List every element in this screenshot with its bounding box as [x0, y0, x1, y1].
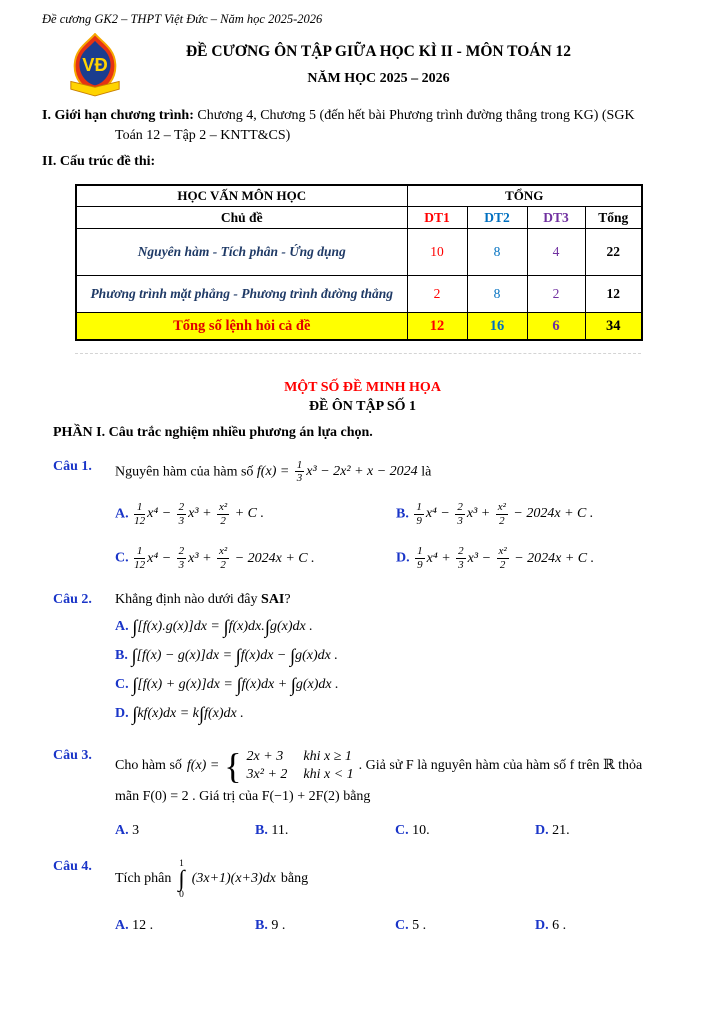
col-header-topic: Chủ đề [76, 207, 407, 229]
case-cond: khi x ≥ 1 [303, 748, 352, 764]
row-dt2-value: 8 [467, 229, 527, 276]
q2-option-d [115, 705, 683, 724]
col-header-dt3: DT3 [527, 207, 585, 229]
option-key: A. [115, 618, 129, 634]
q3-option-a [115, 823, 255, 839]
question-3-options [115, 823, 683, 839]
footer-total-value: 34 [585, 313, 642, 340]
option-formula: ∫[f(x) + g(x)]dx = ∫f(x)dx + ∫g(x)dx . [132, 674, 339, 696]
table-group-header-left: HỌC VẤN MÔN HỌC [76, 185, 407, 207]
case-expr: 2x + 3 [246, 748, 284, 764]
option-key: A. [115, 506, 129, 522]
question-2-body [115, 592, 683, 724]
q3-option-b [255, 823, 395, 839]
scope-text: Chương 4, Chương 5 (đến hết bài Phương trình đường thẳng trong KG) (SGK [197, 108, 635, 123]
question-1-options [115, 501, 683, 572]
question-1 [42, 459, 683, 572]
question-4 [42, 859, 683, 935]
question-4-stem [115, 859, 683, 901]
row-dt2-value: 8 [467, 276, 527, 313]
row-topic-label: Phương trình mặt phẳng - Phương trình đường thẳng [76, 276, 407, 313]
q4-stem-pre: Tích phân [115, 871, 172, 887]
option-formula: ∫kf(x)dx = k∫f(x)dx . [132, 703, 244, 725]
piecewise-brace: { [224, 745, 242, 786]
q1-option-b [396, 501, 683, 527]
integral-body: (3x+1)(x+3)dx [191, 871, 276, 887]
piecewise-cases [247, 749, 354, 783]
row-topic-label: Nguyên hàm - Tích phân - Ứng dụng [76, 229, 407, 276]
title-block [42, 33, 683, 97]
q3-fx: f(x) = [186, 757, 220, 773]
option-text: 3 [132, 822, 140, 838]
question-3 [42, 745, 683, 839]
option-key: D. [535, 822, 549, 838]
school-logo [66, 33, 124, 97]
q4-stem-post: bằng [280, 871, 309, 887]
exam-structure-table [75, 184, 643, 341]
q2-stem-bold: SAI [261, 591, 285, 607]
definite-integral [178, 859, 184, 901]
part-1-heading: PHẦN I. Câu trắc nghiệm nhiều phương án lựa chọn. [53, 424, 373, 440]
option-key: A. [115, 918, 129, 934]
question-1-body [115, 459, 683, 572]
q3-stem-mid: . Giả sử F là nguyên hàm của hàm số f trên ℝ thỏa [358, 758, 643, 774]
question-3-stem-line2: mãn F(0) = 2 . Giá trị của F(−1) + 2F(2) bằng [115, 788, 371, 804]
question-3-stem-line1 [115, 745, 683, 786]
structure-label: II. Cấu trúc đề thi: [42, 154, 156, 170]
q1-stem-pre: Nguyên hàm của hàm số [115, 464, 254, 480]
q2-option-c [115, 676, 683, 695]
q1-stem-post: là [421, 464, 432, 480]
table-group-header-right: TỔNG [407, 185, 642, 207]
option-text: 5 . [412, 918, 427, 934]
option-formula: $\frac{1}{9}$ x⁴ + $\frac{2}{3}$ x³ − $\frac{\text{x²}}{2}$ − 2024x + C . [417, 545, 595, 571]
option-key: D. [396, 550, 410, 566]
option-formula: $\frac{1}{9}$ x⁴ − $\frac{2}{3}$ x³ + $\frac{\text{x²}}{2}$ − 2024x + C . [416, 501, 594, 527]
question-3-body [115, 745, 683, 839]
row-total-value: 12 [585, 276, 642, 313]
q4-option-d [535, 918, 566, 934]
option-key: C. [395, 822, 409, 838]
option-text: 11. [271, 822, 289, 838]
option-text: 6 . [552, 918, 567, 934]
scope-label: I. Giới hạn chương trình: [42, 108, 194, 123]
option-key: D. [115, 705, 129, 721]
row-dt3-value: 4 [527, 229, 585, 276]
option-key: B. [255, 822, 268, 838]
integral-sign: ∫ [178, 866, 185, 892]
q3-option-c [395, 823, 535, 839]
row-dt1-value: 2 [407, 276, 467, 313]
q4-option-c [395, 918, 535, 934]
exam-1-heading: ĐỀ ÔN TẬP SỐ 1 [308, 398, 417, 414]
spreadsheet-gridline-artifact [75, 341, 641, 354]
table-row [76, 276, 642, 313]
question-2-stem [115, 592, 683, 608]
q2-option-a [115, 618, 683, 637]
option-text: 9 . [271, 918, 286, 934]
footer-dt3-value: 6 [527, 313, 585, 340]
scope-paragraph [42, 106, 683, 145]
option-key: A. [115, 822, 129, 838]
case-cond: khi x < 1 [303, 766, 354, 782]
row-total-value: 22 [585, 229, 642, 276]
integral-upper-limit: 1 [179, 858, 184, 869]
document-title: ĐỀ CƯƠNG ÔN TẬP GIỮA HỌC KÌ II - MÔN TOÁN 12 [185, 43, 572, 60]
q2-stem-pre: Khẳng định nào dưới đây [115, 591, 258, 607]
col-header-dt2: DT2 [467, 207, 527, 229]
q4-option-b [255, 918, 395, 934]
titles [124, 43, 683, 87]
q1-option-a [115, 501, 396, 527]
sample-exams-heading: MỘT SỐ ĐỀ MINH HỌA [284, 379, 441, 395]
document-subtitle: NĂM HỌC 2025 – 2026 [307, 71, 450, 86]
option-text: 21. [552, 822, 570, 838]
footer-dt1-value: 12 [407, 313, 467, 340]
document-header-line: Đề cương GK2 – THPT Việt Đức – Năm học 2025-2026 [42, 12, 323, 26]
footer-label: Tổng số lệnh hỏi cả đề [76, 313, 407, 340]
question-3-label: Câu 3. [53, 747, 92, 763]
case-expr: 3x² + 2 [246, 766, 288, 782]
option-formula: ∫[f(x).g(x)]dx = ∫f(x)dx.∫g(x)dx . [132, 616, 313, 638]
q1-stem-formula: f(x) = $\frac{1}{3}$ x³ − 2x² + x − 2024 [256, 458, 418, 485]
scope-text-line2: Toán 12 – Tập 2 – KNTT&CS) [115, 127, 291, 143]
question-2-label: Câu 2. [53, 591, 92, 607]
option-key: B. [396, 506, 409, 522]
logo-monogram: VĐ [82, 53, 108, 75]
option-formula: $\frac{1}{12}$ x⁴ − $\frac{2}{3}$ x³ + $\frac{\text{x²}}{2}$ − 2024x + C . [134, 545, 315, 571]
q1-option-c [115, 545, 396, 571]
q4-option-a [115, 918, 255, 934]
integral-lower-limit: 0 [179, 889, 184, 900]
question-4-body [115, 859, 683, 935]
exam-structure-table-wrap [75, 184, 641, 341]
q3-stem-pre: Cho hàm số [115, 757, 182, 773]
option-key: C. [115, 676, 129, 692]
question-2 [42, 592, 683, 724]
q1-option-d [396, 545, 683, 571]
option-key: C. [115, 550, 129, 566]
col-header-dt1: DT1 [407, 207, 467, 229]
table-row [76, 229, 642, 276]
table-footer-row [76, 313, 642, 340]
question-2-options [115, 618, 683, 724]
option-text: 12 . [132, 918, 154, 934]
col-header-total: Tổng [585, 207, 642, 229]
q2-stem-post: ? [284, 591, 291, 607]
option-formula: $\frac{1}{12}$ x⁴ − $\frac{2}{3}$ x³ + $\frac{\text{x²}}{2}$ + C . [134, 501, 264, 527]
option-key: D. [535, 918, 549, 934]
option-key: B. [115, 647, 128, 663]
option-text: 10. [412, 822, 430, 838]
option-key: B. [255, 918, 268, 934]
school-logo-graphic [66, 33, 124, 97]
option-formula: ∫[f(x) − g(x)]dx = ∫f(x)dx − ∫g(x)dx . [131, 645, 338, 667]
row-dt1-value: 10 [407, 229, 467, 276]
q3-option-d [535, 823, 570, 839]
footer-dt2-value: 16 [467, 313, 527, 340]
option-key: C. [395, 918, 409, 934]
row-dt3-value: 2 [527, 276, 585, 313]
question-1-stem [115, 459, 683, 485]
question-4-options [115, 918, 683, 934]
q2-option-b [115, 647, 683, 666]
question-4-label: Câu 4. [53, 858, 92, 874]
question-1-label: Câu 1. [53, 458, 92, 474]
